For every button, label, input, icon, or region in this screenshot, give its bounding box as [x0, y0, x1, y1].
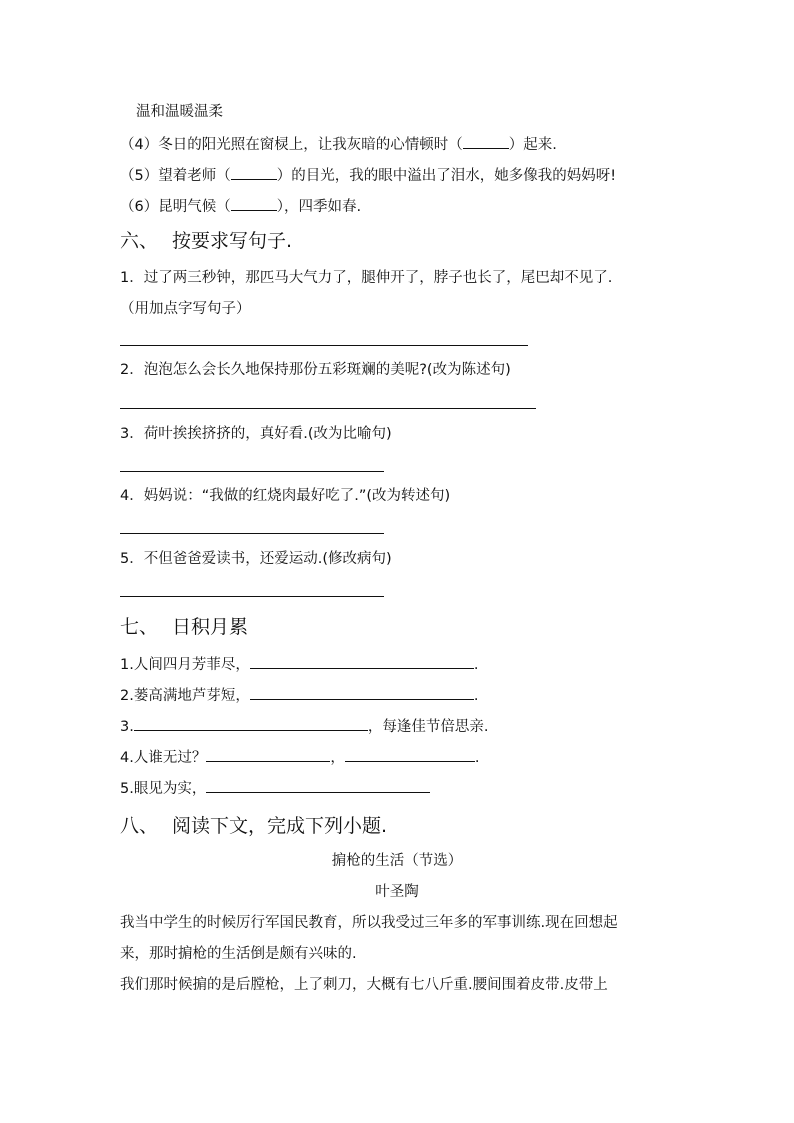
- item-text-after: ）的目光，我的眼中溢出了泪水，她多像我的妈妈呀!: [276, 168, 617, 184]
- poem-line-end: .: [473, 657, 479, 673]
- answer-blank[interactable]: [345, 747, 475, 762]
- section-6-heading: [120, 228, 292, 254]
- s7-question-2: [120, 685, 478, 706]
- fill-item-5: [120, 165, 616, 186]
- item-text-after: ）起来.: [508, 137, 557, 153]
- poem-line-end: .: [474, 750, 480, 766]
- answer-line-5[interactable]: [120, 596, 384, 597]
- s6-question-3: 3．荷叶挨挨挤挤的，真好看.(改为比喻句): [120, 426, 392, 442]
- answer-blank[interactable]: [134, 716, 368, 731]
- s7-question-5: [120, 778, 430, 799]
- answer-blank[interactable]: [206, 747, 330, 762]
- section-number: 七、: [120, 616, 159, 638]
- fill-item-4: [120, 134, 557, 155]
- section-number: 六、: [120, 230, 159, 252]
- article-author: 叶圣陶: [375, 884, 419, 900]
- poem-line-text: 1.人间四月芳菲尽，: [120, 657, 250, 673]
- item-text-before: 冬日的阳光照在窗棂上，让我灰暗的心情顿时（: [158, 137, 463, 153]
- s7-question-1: [120, 654, 478, 675]
- poem-line-text: 4.人谁无过？: [120, 750, 207, 766]
- poem-line-text: 3.: [120, 719, 134, 735]
- s6-question-4: 4．妈妈说：“我做的红烧肉最好吃了.”(改为转述句): [120, 488, 451, 504]
- poem-line-end: ，每逢佳节倍思亲.: [367, 719, 489, 735]
- section-number: 八、: [120, 815, 159, 837]
- s6-question-1-note: （用加点字写句子）: [120, 301, 251, 317]
- section-8-heading: [120, 813, 387, 839]
- answer-line-2[interactable]: [120, 408, 536, 409]
- answer-blank[interactable]: [231, 165, 277, 180]
- s6-question-5: 5．不但爸爸爱读书，还爱运动.(修改病句): [120, 551, 392, 567]
- item-number: （6）: [120, 199, 159, 215]
- fill-item-6: [120, 196, 361, 217]
- s6-question-2: 2．泡泡怎么会长久地保持那份五彩斑斓的美呢?(改为陈述句): [120, 362, 511, 378]
- article-title: 掮枪的生活（节选）: [331, 853, 463, 869]
- s7-question-4: [120, 747, 479, 768]
- section-title: 阅读下文，完成下列小题.: [172, 815, 388, 837]
- poem-line-text: 5.眼见为实，: [120, 781, 207, 797]
- article-paragraph-1-line-1: 我当中学生的时候厉行军国民教育，所以我受过三年多的军事训练.现在回想起: [120, 915, 618, 931]
- word-bank: 温和温暖温柔: [136, 104, 223, 120]
- section-title: 按要求写句子.: [172, 230, 293, 252]
- poem-line-text: 2.蒌高满地芦芽短，: [120, 688, 250, 704]
- item-text-before: 望着老师（: [158, 168, 231, 184]
- item-number: （5）: [120, 168, 159, 184]
- answer-blank[interactable]: [231, 196, 277, 211]
- item-number: （4）: [120, 137, 159, 153]
- article-paragraph-1-line-2: 来，那时掮枪的生活倒是颇有兴味的.: [120, 946, 357, 962]
- answer-blank[interactable]: [206, 778, 430, 793]
- answer-blank[interactable]: [463, 134, 509, 149]
- s6-question-1: 1．过了两三秒钟，那匹马大气力了，腿伸开了，脖子也长了，尾巴却不见了.: [120, 270, 613, 286]
- section-title: 日积月累: [172, 616, 249, 638]
- answer-blank[interactable]: [250, 654, 474, 669]
- poem-line-end: .: [473, 688, 479, 704]
- article-paragraph-2-line-1: 我们那时候掮的是后膛枪，上了刺刀，大概有七八斤重.腰间围着皮带.皮带上: [120, 977, 608, 993]
- s7-question-3: [120, 716, 488, 737]
- item-text-before: 昆明气候（: [158, 199, 231, 215]
- answer-line-3[interactable]: [120, 471, 384, 472]
- answer-blank[interactable]: [250, 685, 474, 700]
- item-text-after: ），四季如春.: [276, 199, 362, 215]
- section-7-heading: [120, 614, 248, 640]
- answer-line-4[interactable]: [120, 533, 384, 534]
- answer-line-1[interactable]: [120, 345, 528, 346]
- poem-line-mid: ，: [330, 750, 345, 766]
